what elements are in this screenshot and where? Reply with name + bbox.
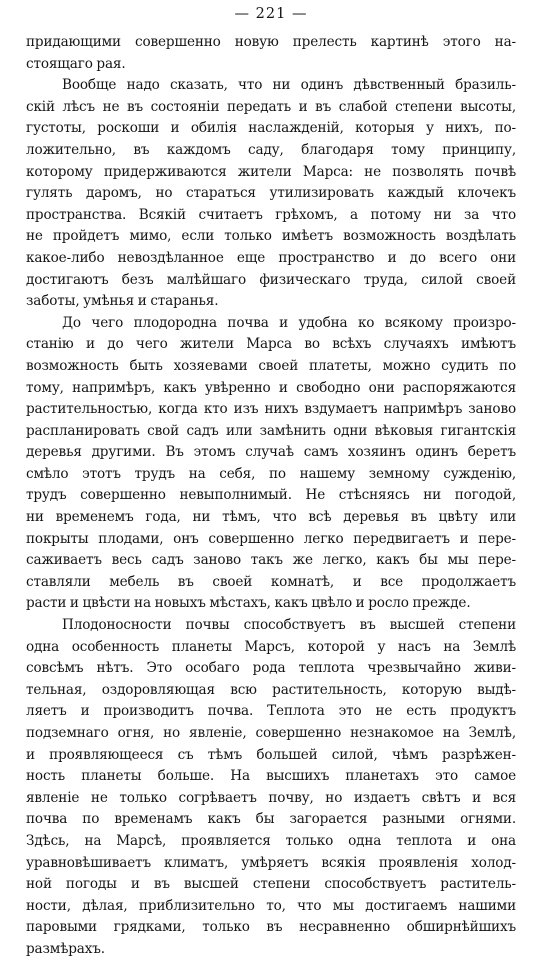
paragraph [26, 615, 516, 961]
text-line: паровыми грядками, только въ несравненно обширнѣйшихъ [26, 919, 516, 936]
text-line: не пройдетъ мимо, если только имѣетъ возможность воздѣлать [26, 228, 516, 245]
text-line: тому, напримѣръ, какъ увѣренно и свободно они распоряжаются [26, 379, 516, 396]
text-line: стоящаго рая. [26, 55, 126, 72]
paragraph [26, 32, 516, 75]
text-line: покрыты плодами, онъ совершенно легко передвигаетъ и пере- [26, 530, 516, 547]
book-page [26, 4, 516, 961]
text-line: ность планеты больше. На высшихъ планетахъ это самое [26, 768, 516, 785]
text-line: ни временемъ года, ни тѣмъ, что всѣ деревья въ цвѣту или [26, 509, 516, 526]
text-line: достигаютъ безъ малѣйшаго физическаго труда, силой своей [26, 271, 516, 288]
text-line: уравновѣшиваетъ климатъ, умѣряетъ всякія проявленія холод- [26, 854, 516, 871]
text-line: пространства. Всякій считаетъ грѣхомъ, а потому ни за что [26, 206, 516, 223]
text-line: саживаетъ весь садъ заново такъ же легко, какъ бы мы пере- [26, 552, 516, 569]
text-line: возможность быть хозяевами своей платеты, можно судить по [26, 357, 516, 374]
text-body [26, 32, 516, 961]
text-line: ляетъ и производитъ почва. Теплота это не есть продуктъ [26, 703, 516, 720]
text-line: подземнаго огня, но явленіе, совершенно незнакомое на Землѣ, [26, 725, 516, 741]
text-line: ности, дѣлая, приблизительно то, что мы достигаемъ нашими [26, 897, 516, 914]
text-line: Здѣсь, на Марсѣ, проявляется только одна теплота и она [26, 832, 516, 849]
text-line: размѣрахъ. [26, 940, 105, 957]
text-line: смѣло этотъ трудъ на себя, по нашему земному сужденію, [26, 465, 516, 482]
text-line: явленіе не только согрѣваетъ почву, но издаетъ свѣтъ и вся [26, 789, 516, 806]
text-line: которому придерживаются жители Марса: не позволять почвѣ [26, 163, 516, 180]
text-line: ной погоды и въ высшей степени способствуетъ раститель- [26, 876, 516, 893]
text-line: ложительно, въ каждомъ саду, благодаря тому принципу, [26, 141, 516, 158]
text-line: распланировать свой садъ или замѣнить одни вѣковыя гигантскія [26, 422, 516, 439]
text-line: одна особенность планеты Марсъ, которой у насъ на Землѣ [26, 638, 516, 655]
text-line: заботы, умѣнья и старанья. [26, 293, 219, 310]
text-line: Плодоносности почвы способствуетъ въ высшей степени [62, 617, 516, 634]
text-line: деревья другими. Въ этомъ случаѣ самъ хозяинъ одинъ беретъ [26, 444, 516, 461]
text-line: и проявляющееся съ тѣмъ большей силой, чѣмъ разрѣжен- [26, 746, 516, 763]
text-line: ставляли мебель въ своей комнатѣ, и все продолжаетъ [26, 573, 516, 590]
text-line: какое-либо невоздѣланное еще пространство и до всего они [26, 249, 516, 266]
text-line: До чего плодородна почва и удобна ко всякому произро- [62, 314, 516, 331]
paragraph [26, 75, 516, 313]
text-line: скій лѣсъ не въ состояніи передать и въ слабой степени высоты, [26, 98, 516, 115]
text-line: станію и до чего жители Марса во всѣхъ случаяхъ имѣютъ [26, 336, 516, 353]
text-line: расти и цвѣсти на новыхъ мѣстахъ, какъ цвѣло и росло прежде. [26, 595, 471, 612]
text-line: гулять даромъ, но стараться утилизировать каждый клочекъ [26, 185, 516, 202]
text-line: трудъ совершенно невыполнимый. Не стѣсняясь ни погодой, [26, 487, 516, 504]
page-number: — 221 — [234, 6, 308, 22]
text-line: придающими совершенно новую прелесть картинѣ этого на- [26, 34, 516, 50]
text-line: почва по временамъ какъ бы загорается разными огнями. [26, 811, 516, 828]
text-line: растительностью, когда кто изъ нихъ вздумаетъ напримѣръ заново [26, 401, 516, 418]
paragraph [26, 313, 516, 615]
text-line: совсѣмъ нѣтъ. Это особаго рода теплота чрезвычайно живи- [26, 660, 516, 677]
text-line: Вообще надо сказать, что ни одинъ дѣвственный бразиль- [62, 77, 516, 94]
text-line: тельная, оздоровляющая всю растительность, которую выдѣ- [26, 681, 516, 698]
text-line: густоты, роскоши и обилія наслажденій, которыя у нихъ, по- [26, 120, 516, 137]
